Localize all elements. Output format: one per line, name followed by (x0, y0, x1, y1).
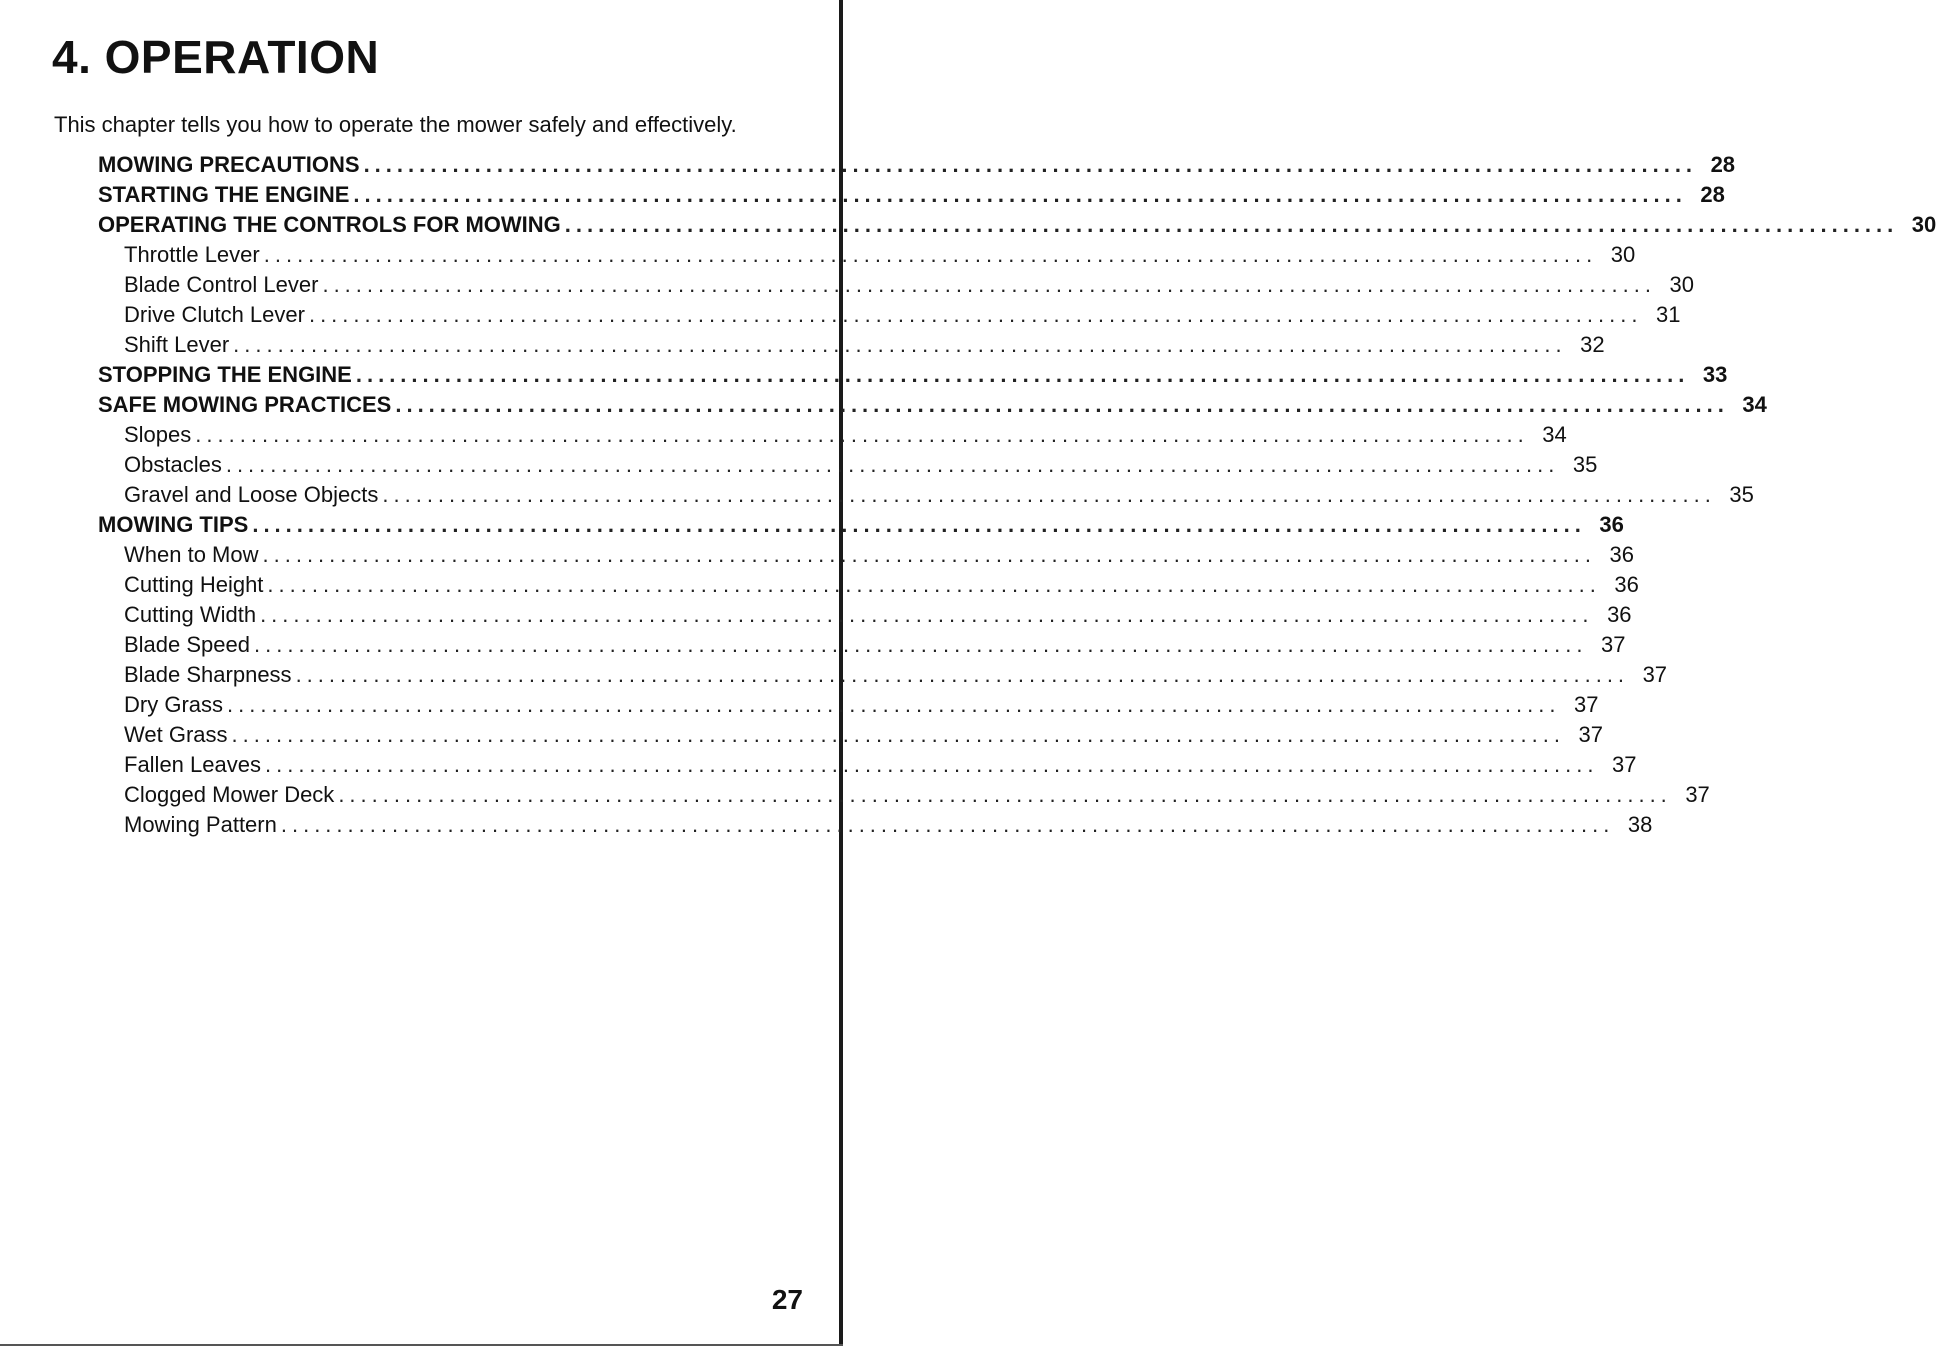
toc-entry-page: 37 (1685, 782, 1710, 807)
toc-entry-page: 35 (1729, 482, 1754, 507)
toc-entry-label: When to Mow (124, 542, 259, 567)
toc-dot-leader: ........................................................................................................................ (338, 782, 1672, 807)
toc-entry-page: 38 (1627, 812, 1653, 837)
toc-entry-label: MOWING PRECAUTIONS (98, 152, 360, 177)
toc-entry-label: Blade Control Lever (124, 272, 319, 297)
toc-dot-leader: ........................................................................................................................ (363, 152, 1698, 177)
toc-section-entry (98, 180, 1725, 210)
page-number: 27 (771, 1284, 803, 1315)
toc-entry-label: Dry Grass (124, 692, 223, 717)
toc-dot-leader: ........................................................................................................................ (262, 542, 1596, 567)
toc-entry-page: 35 (1572, 452, 1598, 477)
toc-entry-page: 37 (1642, 662, 1668, 687)
toc-entry-label: Gravel and Loose Objects (124, 482, 379, 507)
toc-dot-leader: ........................................................................................................................ (308, 302, 1643, 327)
chapter-title: 4. OPERATION (52, 31, 380, 83)
toc-dot-leader: ........................................................................................................................ (254, 632, 1588, 657)
toc-entry-page: 28 (1710, 152, 1736, 177)
toc-entry-label: Clogged Mower Deck (124, 782, 335, 807)
toc-section-entry (98, 390, 1767, 420)
toc-entry-page: 31 (1655, 302, 1681, 327)
toc-subsection-entry (98, 780, 1710, 810)
toc-subsection-entry (98, 570, 1639, 600)
toc-subsection-entry (98, 600, 1632, 630)
toc-subsection-entry (98, 660, 1668, 690)
toc-entry-page: 30 (1911, 212, 1936, 237)
toc-subsection-entry (98, 450, 1598, 480)
toc-entry-label: MOWING TIPS (98, 512, 249, 537)
toc-entry-label: Slopes (124, 422, 192, 447)
toc-entry-label: Cutting Width (124, 602, 257, 627)
toc-subsection-entry (98, 720, 1603, 750)
toc-subsection-entry (98, 420, 1567, 450)
toc-section-entry (98, 360, 1728, 390)
toc-dot-leader: ........................................................................................................................ (280, 812, 1615, 837)
toc-entry-page: 36 (1609, 542, 1634, 567)
toc-entry-page: 34 (1742, 392, 1767, 417)
toc-subsection-entry (98, 750, 1637, 780)
toc-entry-label: Cutting Height (124, 572, 264, 597)
page-bottom-rule (0, 1344, 843, 1346)
toc-entry-label: Fallen Leaves (124, 752, 261, 777)
toc-dot-leader: ........................................................................................................................ (195, 422, 1529, 447)
toc-dot-leader: ........................................................................................................................ (227, 692, 1561, 717)
toc-entry-label: Drive Clutch Lever (124, 302, 305, 327)
toc-entry-label: STARTING THE ENGINE (98, 182, 350, 207)
toc-subsection-entry (98, 270, 1694, 300)
toc-subsection-entry (98, 240, 1636, 270)
toc-entry-label: Shift Lever (124, 332, 230, 357)
toc-entry-page: 30 (1669, 272, 1694, 297)
toc-section-entry (98, 210, 1936, 240)
toc-entry-label: Wet Grass (124, 722, 228, 747)
toc-dot-leader: ........................................................................................................................ (260, 602, 1594, 627)
toc-subsection-entry (98, 540, 1634, 570)
toc-entry-page: 36 (1599, 512, 1624, 537)
toc-section-entry (98, 150, 1736, 180)
toc-entry-page: 34 (1542, 422, 1567, 447)
toc-entry-page: 36 (1614, 572, 1639, 597)
toc-subsection-entry (98, 810, 1653, 840)
toc-dot-leader: ........................................................................................................................ (267, 572, 1601, 597)
toc-subsection-entry (98, 480, 1754, 510)
toc-entry-page: 30 (1610, 242, 1636, 267)
toc-dot-leader: ........................................................................................................................ (353, 182, 1687, 207)
toc-dot-leader: ........................................................................................................................ (225, 452, 1560, 477)
toc-dot-leader: ........................................................................................................................ (295, 662, 1630, 687)
toc-subsection-entry (98, 300, 1681, 330)
toc-entry-page: 37 (1578, 722, 1603, 747)
toc-dot-leader: ........................................................................................................................ (395, 392, 1729, 417)
toc-dot-leader: ........................................................................................................................ (355, 362, 1690, 387)
toc-dot-leader: ........................................................................................................................ (252, 512, 1586, 537)
toc-subsection-entry (98, 330, 1605, 360)
toc-dot-leader: ........................................................................................................................ (382, 482, 1716, 507)
toc-entry-label: Mowing Pattern (124, 812, 277, 837)
toc-entry-label: Blade Sharpness (124, 662, 292, 687)
toc-dot-leader: ........................................................................................................................ (322, 272, 1656, 297)
chapter-intro: This chapter tells you how to operate the mower safely and effectively. (54, 112, 737, 137)
toc-dot-leader: ........................................................................................................................ (233, 332, 1567, 357)
toc-entry-page: 37 (1574, 692, 1599, 717)
toc-entry-page: 36 (1607, 602, 1632, 627)
toc-dot-leader: ........................................................................................................................ (264, 752, 1599, 777)
toc-entry-page: 37 (1611, 752, 1637, 777)
toc-entry-label: SAFE MOWING PRACTICES (98, 392, 392, 417)
toc-entry-label: STOPPING THE ENGINE (98, 362, 352, 387)
toc-subsection-entry (98, 630, 1626, 660)
toc-entry-page: 33 (1702, 362, 1728, 387)
toc-dot-leader: ........................................................................................................................ (263, 242, 1598, 267)
toc-entry-page: 28 (1700, 182, 1725, 207)
toc-dot-leader: ........................................................................................................................ (231, 722, 1565, 747)
toc-entry-page: 37 (1601, 632, 1626, 657)
toc-subsection-entry (98, 690, 1599, 720)
toc-entry-page: 32 (1580, 332, 1605, 357)
toc-entry-label: Blade Speed (124, 632, 250, 657)
table-of-contents (98, 150, 1936, 840)
toc-entry-label: Throttle Lever (124, 242, 260, 267)
toc-entry-label: OPERATING THE CONTROLS FOR MOWING (98, 212, 561, 237)
toc-dot-leader: ........................................................................................................................ (564, 212, 1899, 237)
toc-section-entry (98, 510, 1624, 540)
toc-entry-label: Obstacles (124, 452, 222, 477)
